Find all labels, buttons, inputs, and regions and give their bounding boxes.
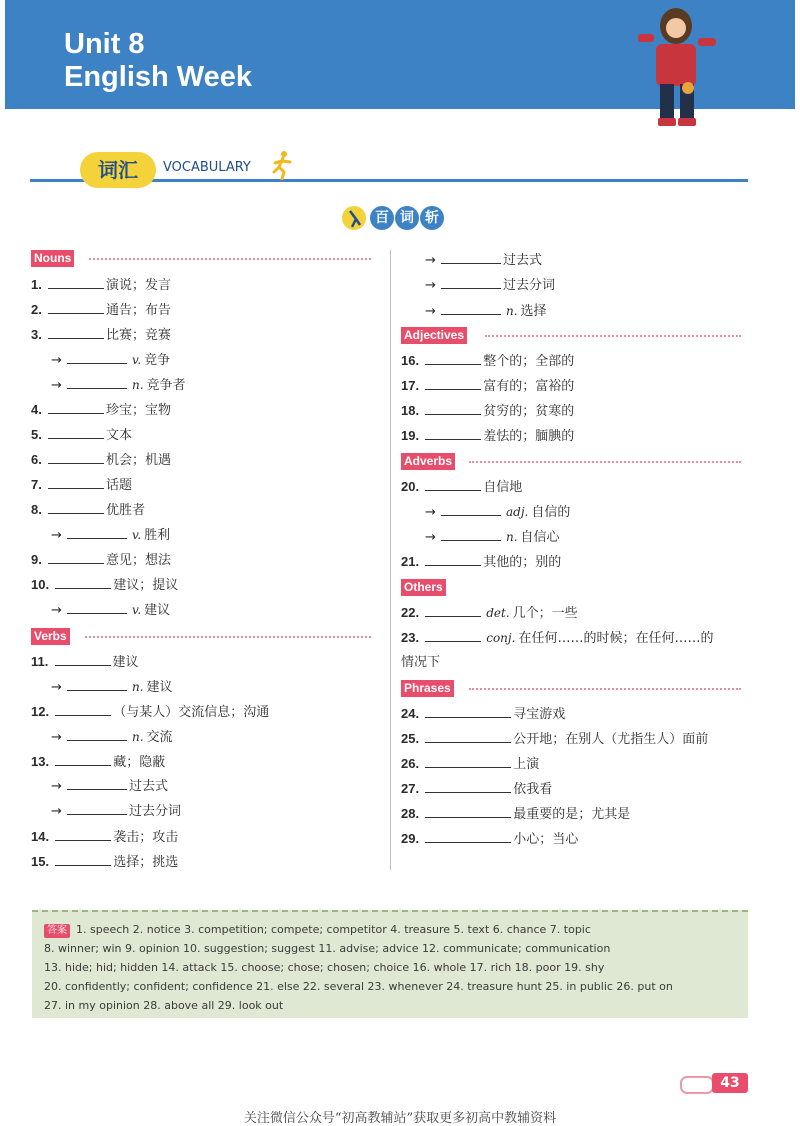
answer-blank[interactable] xyxy=(67,677,127,691)
vocab-item: 15. 选择；挑选 xyxy=(31,854,179,870)
answer-blank[interactable] xyxy=(67,776,127,790)
answer-blank[interactable] xyxy=(425,552,481,566)
arrow-icon: → xyxy=(425,253,436,268)
vocab-badge: 词汇 xyxy=(80,152,156,188)
answer-blank[interactable] xyxy=(48,550,104,564)
answer-line: 答案 1. speech 2. notice 3. competition; compete; competitor 4. treasure 5. text 6. chance 7. topic xyxy=(44,920,591,939)
answer-blank[interactable] xyxy=(425,729,511,743)
answer-line: 27. in my opinion 28. above all 29. look out xyxy=(44,999,284,1012)
derived-item: → v. 胜利 xyxy=(51,524,170,546)
page-ornament xyxy=(680,1076,714,1094)
section-adjectives xyxy=(401,327,467,345)
title-char-2: 词 xyxy=(395,206,419,230)
student-illustration xyxy=(628,4,726,132)
answer-blank[interactable] xyxy=(67,600,127,614)
answer-blank[interactable] xyxy=(48,450,104,464)
arrow-icon: → xyxy=(51,680,62,695)
answer-blank[interactable] xyxy=(425,477,481,491)
arrow-icon: → xyxy=(51,378,62,393)
page-number: 43 xyxy=(712,1073,748,1093)
vocab-item: 3. 比赛；竞赛 xyxy=(31,327,171,343)
arrow-icon: → xyxy=(425,278,436,293)
vocab-item: 26. 上演 xyxy=(401,756,540,772)
unit-title xyxy=(64,28,252,94)
answer-blank[interactable] xyxy=(425,829,511,843)
vocab-item: 14. 袭击；攻击 xyxy=(31,829,179,845)
arrow-icon: → xyxy=(51,804,62,819)
arrow-icon: → xyxy=(425,304,436,319)
answer-blank[interactable] xyxy=(55,575,111,589)
dotted-rule xyxy=(469,461,741,463)
answer-blank[interactable] xyxy=(48,475,104,489)
vocab-item: 10. 建议；提议 xyxy=(31,577,179,593)
answer-blank[interactable] xyxy=(48,325,104,339)
derived-item: → adj. 自信的 xyxy=(425,501,570,523)
answer-blank[interactable] xyxy=(425,779,511,793)
arrow-icon: → xyxy=(425,530,436,545)
arrow-icon: → xyxy=(51,730,62,745)
vocab-item: 25. 公开地；在别人（尤指生人）面前 xyxy=(401,731,709,747)
arrow-icon: → xyxy=(51,779,62,794)
unit-name: English Week xyxy=(64,61,253,93)
answer-line: 8. winner; win 9. opinion 10. suggestion; suggest 11. advise; advice 12. communicate; communication xyxy=(44,942,611,955)
answer-tag: 答案 xyxy=(44,924,70,938)
arrow-icon: → xyxy=(51,528,62,543)
figure-icon xyxy=(340,205,368,231)
answer-blank[interactable] xyxy=(441,250,501,264)
answer-blank[interactable] xyxy=(67,350,127,364)
vocab-item: 22. det. 几个；一些 xyxy=(401,605,578,621)
arrow-icon: → xyxy=(51,353,62,368)
vocab-item: 20. 自信地 xyxy=(401,479,523,495)
unit-number: Unit 8 xyxy=(64,28,145,60)
answer-blank[interactable] xyxy=(425,376,481,390)
derived-item: → v. 竞争 xyxy=(51,349,170,371)
section-tag: Adjectives xyxy=(401,327,467,344)
vocab-item: 29. 小心；当心 xyxy=(401,831,579,847)
answer-blank[interactable] xyxy=(48,400,104,414)
vocab-item: 28. 最重要的是；尤其是 xyxy=(401,806,631,822)
vocab-item: 18. 贫穷的；贫寒的 xyxy=(401,403,575,419)
vocab-item: 1. 演说；发言 xyxy=(31,277,171,293)
vocab-item: 8. 优胜者 xyxy=(31,502,145,518)
dotted-rule xyxy=(469,688,741,690)
answer-blank[interactable] xyxy=(425,628,481,642)
derived-item: → v. 建议 xyxy=(51,599,170,621)
title-char-3: 斩 xyxy=(420,206,444,230)
answer-blank[interactable] xyxy=(67,525,127,539)
vocab-item: 4. 珍宝；宝物 xyxy=(31,402,171,418)
section-others xyxy=(401,579,446,597)
vocab-item: 5. 文本 xyxy=(31,427,132,443)
section-verbs xyxy=(31,628,70,646)
answer-key xyxy=(32,910,748,1018)
derived-item: → n. 竞争者 xyxy=(51,374,186,396)
vocab-item: 7. 话题 xyxy=(31,477,132,493)
vocab-item: 12. （与某人）交流信息；沟通 xyxy=(31,704,270,720)
section-nouns xyxy=(31,250,74,268)
derived-item: → n. 自信心 xyxy=(425,526,560,548)
answer-blank[interactable] xyxy=(425,704,511,718)
dotted-rule xyxy=(485,335,741,337)
section-phrases xyxy=(401,680,454,698)
arrow-icon: → xyxy=(425,505,436,520)
answer-line: 13. hide; hid; hidden 14. attack 15. choose; chose; chosen; choice 16. whole 17. rich 18. poor 19. shy xyxy=(44,961,605,974)
answer-blank[interactable] xyxy=(48,425,104,439)
vocab-item: 2. 通告；布告 xyxy=(31,302,171,318)
column-divider xyxy=(390,250,391,870)
vocab-item: 11. 建议 xyxy=(31,654,139,670)
answer-blank[interactable] xyxy=(441,527,501,541)
vocab-item-continuation: 情况下 xyxy=(401,655,441,670)
dotted-rule xyxy=(89,258,371,260)
answer-blank[interactable] xyxy=(48,275,104,289)
section-tag: Nouns xyxy=(31,250,74,267)
answer-blank[interactable] xyxy=(67,727,127,741)
answer-blank[interactable] xyxy=(55,752,111,766)
answer-blank[interactable] xyxy=(55,852,111,866)
vocab-item: 27. 依我看 xyxy=(401,781,553,797)
answer-blank[interactable] xyxy=(55,702,111,716)
derived-item: → 过去分词 xyxy=(51,801,181,823)
section-tag: Adverbs xyxy=(401,453,455,470)
answer-blank[interactable] xyxy=(55,827,111,841)
derived-item: → n. 选择 xyxy=(425,300,547,322)
vocab-item: 6. 机会；机遇 xyxy=(31,452,171,468)
answer-blank[interactable] xyxy=(441,275,501,289)
vocab-item: 16. 整个的；全部的 xyxy=(401,353,575,369)
section-adverbs xyxy=(401,453,455,471)
answer-blank[interactable] xyxy=(48,500,104,514)
footer-note: 关注微信公众号“初高教辅站”获取更多初高中教辅资料 xyxy=(243,1111,557,1126)
vocab-item: 17. 富有的；富裕的 xyxy=(401,378,575,394)
answer-blank[interactable] xyxy=(441,301,501,315)
vocab-item: 21. 其他的；别的 xyxy=(401,554,562,570)
answer-blank[interactable] xyxy=(425,804,511,818)
vocab-label: VOCABULARY xyxy=(163,160,255,175)
answer-blank[interactable] xyxy=(48,300,104,314)
vocab-item: 9. 意见；想法 xyxy=(31,552,171,568)
vocab-item: 19. 羞怯的；腼腆的 xyxy=(401,428,575,444)
runner-icon xyxy=(270,150,294,180)
answer-line: 20. confidently; confident; confidence 21. else 22. several 23. whenever 24. treasure hunt 25. in public 26. put on xyxy=(44,980,673,993)
answer-blank[interactable] xyxy=(441,502,501,516)
vocab-item: 24. 寻宝游戏 xyxy=(401,706,566,722)
section-tag: Verbs xyxy=(31,628,70,645)
answer-blank[interactable] xyxy=(67,375,127,389)
derived-item: → n. 建议 xyxy=(51,676,173,698)
answer-blank[interactable] xyxy=(55,652,111,666)
answer-blank[interactable] xyxy=(425,351,481,365)
section-tag: Phrases xyxy=(401,680,454,697)
answer-blank[interactable] xyxy=(425,401,481,415)
derived-item: → 过去式 xyxy=(425,250,542,272)
section-tag: Others xyxy=(401,579,446,596)
answer-blank[interactable] xyxy=(425,426,481,440)
dotted-rule xyxy=(85,636,371,638)
vocab-item: 13. 藏；隐蔽 xyxy=(31,754,166,770)
derived-item: → 过去式 xyxy=(51,776,168,798)
vocab-item: 23. conj. 在任何……的时候；在任何……的 xyxy=(401,630,714,646)
title-char-1: 百 xyxy=(370,206,394,230)
answer-blank[interactable] xyxy=(425,754,511,768)
derived-item: → n. 交流 xyxy=(51,726,173,748)
answer-blank[interactable] xyxy=(67,801,127,815)
derived-item: → 过去分词 xyxy=(425,275,555,297)
answer-blank[interactable] xyxy=(425,603,481,617)
arrow-icon: → xyxy=(51,603,62,618)
